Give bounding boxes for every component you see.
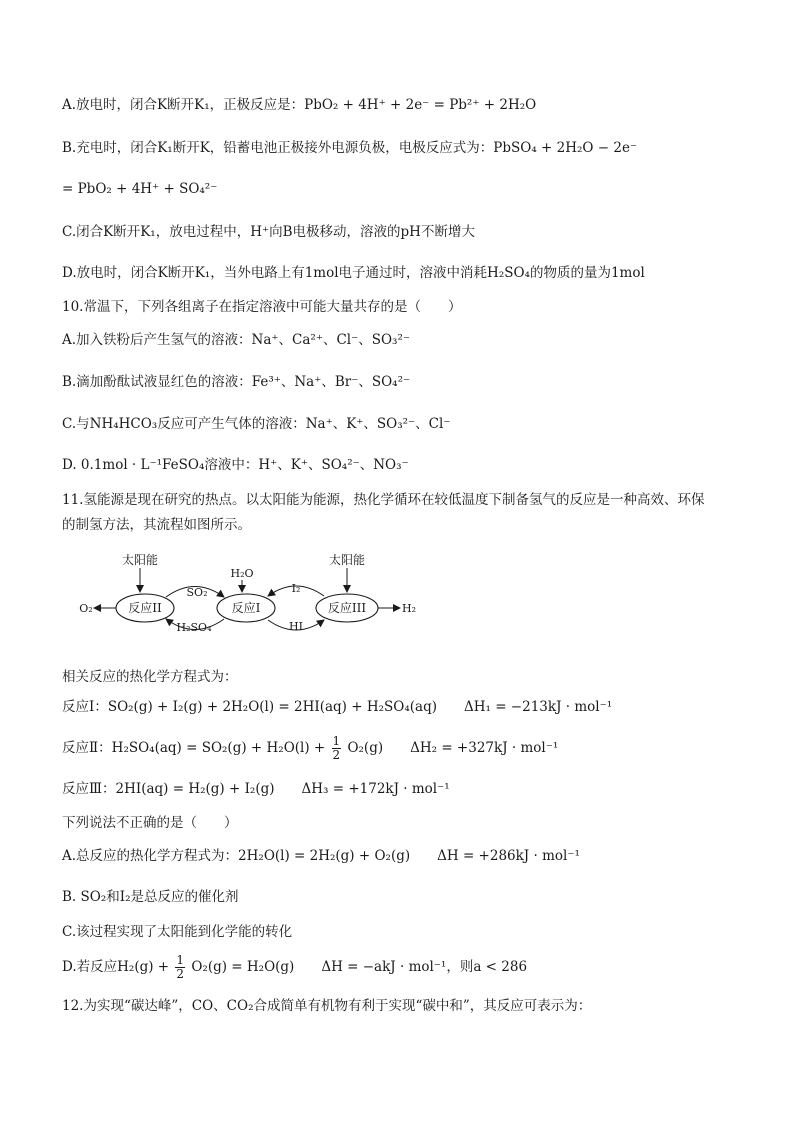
q10-stem: 10.常温下，下列各组离子在指定溶液中可能大量共存的是（ ） — [62, 299, 462, 315]
q10-option-d: D. 0.1mol · L⁻¹FeSO₄溶液中：H⁺、K⁺、SO₄²⁻、NO₃⁻ — [62, 457, 409, 473]
q11-option-a: A.总反应的热化学方程式为：2H₂O(l) = 2H₂(g) + O₂(g) ΔH = +286kJ · mol⁻¹ — [62, 848, 580, 864]
h2-label: H₂ — [401, 602, 417, 615]
q9-option-b-line1: B.充电时，闭合K₁断开K，铅蓄电池正极接外电源负极，电极反应式为：PbSO₄ + 2H₂O − 2e⁻ — [62, 140, 638, 156]
hi-label: HI — [289, 620, 303, 633]
fraction-one-half: $\frac{1}{2}$ — [332, 734, 341, 762]
q11-equation-3: 反应Ⅲ：2HI(aq) = H₂(g) + I₂(g) ΔH₃ = +172kJ · mol⁻¹ — [62, 781, 450, 797]
o2-label: O₂ — [79, 602, 93, 615]
hydrogen-cycle-diagram — [70, 548, 430, 640]
reaction-3-label: 反应III — [327, 601, 367, 615]
q11-option-d-right: O₂(g) = H₂O(g) ΔH = −akJ · mol⁻¹，则a < 286 — [191, 959, 528, 975]
reaction-2-label: 反应II — [128, 601, 162, 615]
q11-option-b: B. SO₂和I₂是总反应的催化剂 — [62, 889, 239, 905]
q11-equation-1: 反应Ⅰ：SO₂(g) + I₂(g) + 2H₂O(l) = 2HI(aq) + H₂SO₄(aq) ΔH₁ = −213kJ · mol⁻¹ — [62, 699, 613, 715]
reaction-1-label: 反应I — [231, 601, 261, 615]
q9-option-d: D.放电时，闭合K断开K₁，当外电路上有1mol电子通过时，溶液中消耗H₂SO₄的物质的量为1mol — [62, 265, 645, 281]
q11-option-c: C.该过程实现了太阳能到化学能的转化 — [62, 924, 293, 940]
q11-equation-2 — [62, 735, 558, 762]
h2so4-label: H₂SO₄ — [176, 621, 212, 634]
q11-stem-line1: 11.氢能源是现在研究的热点。以太阳能为能源，热化学循环在较低温度下制备氢气的反应是一种高效、环保 — [62, 492, 705, 508]
q10-option-c: C.与NH₄HCO₃反应可产生气体的溶液：Na⁺、K⁺、SO₃²⁻、Cl⁻ — [62, 416, 451, 432]
so2-label: SO₂ — [186, 586, 208, 599]
fraction-one-half-d: $\frac{1}{2}$ — [176, 953, 185, 981]
q12-stem: 12.为实现“碳达峰”，CO、CO₂合成简单有机物有利于实现“碳中和”，其反应可表示为： — [62, 998, 592, 1014]
q11-option-d — [62, 954, 527, 981]
solar-energy-label-left: 太阳能 — [121, 553, 159, 567]
q9-option-c: C.闭合K断开K₁，放电过程中，H⁺向B电极移动，溶液的pH不断增大 — [62, 224, 475, 240]
q9-option-b-line2: = PbO₂ + 4H⁺ + SO₄²⁻ — [62, 181, 218, 197]
q10-option-a: A.加入铁粉后产生氢气的溶液：Na⁺、Ca²⁺、Cl⁻、SO₃²⁻ — [62, 332, 410, 348]
h2o-label: H₂O — [230, 567, 254, 580]
q10-option-b: B.滴加酚酞试液显红色的溶液：Fe³⁺、Na⁺、Br⁻、SO₄²⁻ — [62, 374, 411, 390]
q11-equation-2-right: O₂(g) ΔH₂ = +327kJ · mol⁻¹ — [347, 740, 559, 756]
q11-question: 下列说法不正确的是（ ） — [62, 815, 238, 831]
q9-option-a: A.放电时，闭合K断开K₁，正极反应是：PbO₂ + 4H⁺ + 2e⁻ = Pb²⁺ + 2H₂O — [62, 97, 537, 113]
solar-energy-label-right: 太阳能 — [328, 553, 366, 567]
q11-equations-intro: 相关反应的热化学方程式为： — [62, 669, 238, 685]
q11-equation-2-left: 反应Ⅱ：H₂SO₄(aq) = SO₂(g) + H₂O(l) + — [62, 740, 326, 756]
q11-option-d-left: D.若反应H₂(g) + — [62, 959, 170, 975]
q11-stem-line2: 的制氢方法，其流程如图所示。 — [62, 517, 251, 533]
i2-label: I₂ — [291, 582, 301, 595]
